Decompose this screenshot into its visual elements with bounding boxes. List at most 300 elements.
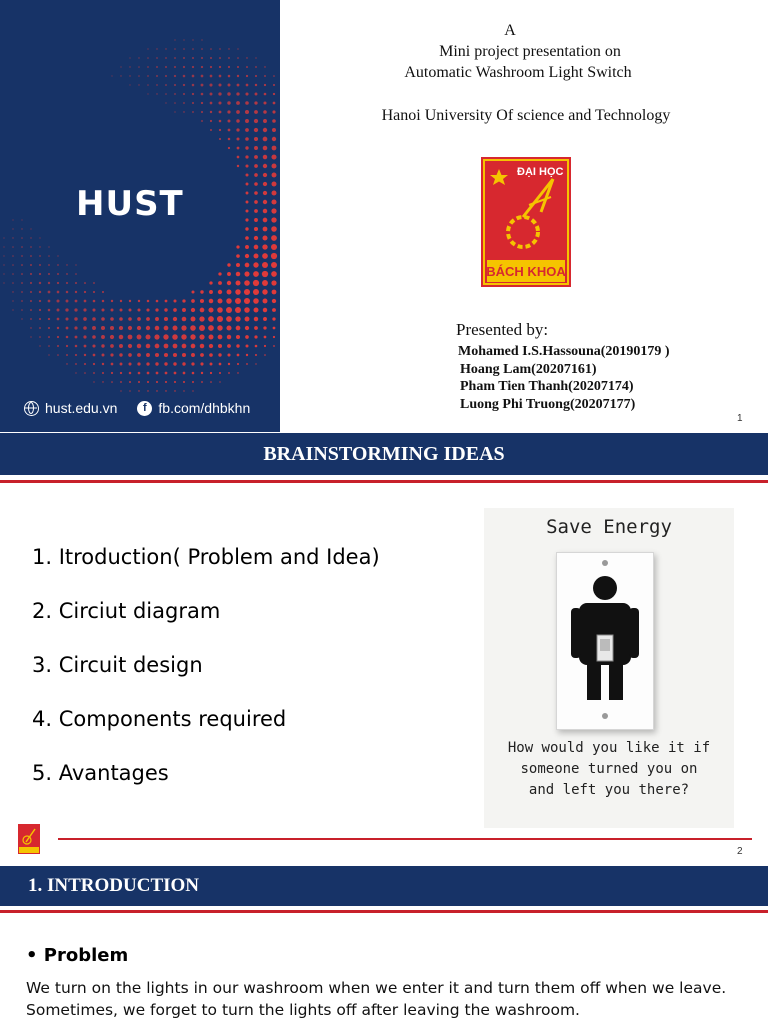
halftone-dot (57, 264, 59, 266)
halftone-dot (227, 101, 230, 104)
halftone-dot (39, 282, 41, 284)
halftone-dot (183, 111, 184, 112)
halftone-dot (174, 84, 176, 86)
halftone-dot (271, 280, 276, 285)
halftone-dot (263, 128, 267, 132)
halftone-dot (155, 317, 159, 321)
halftone-dot (219, 129, 221, 131)
halftone-dot (228, 147, 230, 149)
halftone-dot (210, 75, 213, 78)
halftone-dot (39, 327, 41, 329)
halftone-dot (271, 262, 277, 268)
halftone-dot (218, 83, 221, 86)
halftone-dot (75, 372, 76, 373)
halftone-dot (138, 66, 140, 68)
halftone-dot (201, 372, 203, 374)
halftone-dot (30, 228, 31, 229)
halftone-dot (254, 254, 259, 259)
halftone-dot (273, 102, 276, 105)
halftone-dot (192, 75, 195, 78)
halftone-dot (218, 101, 221, 104)
halftone-dot (21, 255, 23, 257)
halftone-dot (155, 308, 158, 311)
halftone-dot (201, 120, 203, 122)
halftone-dot (273, 345, 275, 347)
halftone-dot (255, 84, 257, 86)
halftone-dot (3, 282, 4, 283)
person-switch-icon (557, 553, 653, 729)
halftone-dot (147, 57, 149, 59)
halftone-dot (164, 344, 169, 349)
halftone-dot (174, 39, 175, 40)
halftone-dot (201, 102, 203, 104)
halftone-dot (272, 173, 277, 178)
halftone-dot (48, 354, 49, 355)
halftone-dot (228, 57, 230, 59)
halftone-dot (120, 66, 121, 67)
bach-khoa-emblem (481, 157, 571, 287)
halftone-dot (12, 228, 13, 229)
halftone-dot (236, 263, 240, 267)
halftone-dot (255, 345, 258, 348)
halftone-dot (138, 300, 140, 302)
halftone-dot (209, 83, 212, 86)
halftone-dot (101, 308, 104, 311)
halftone-dot (74, 317, 77, 320)
halftone-dot (48, 282, 50, 284)
halftone-dot (12, 246, 14, 248)
halftone-dot (165, 48, 166, 49)
halftone-dot (210, 363, 213, 366)
halftone-dot (237, 363, 239, 365)
halftone-dot (57, 255, 58, 256)
halftone-dot (48, 345, 50, 347)
halftone-dot (262, 244, 267, 249)
halftone-dot (75, 363, 77, 365)
halftone-dot (263, 182, 267, 186)
halftone-dot (138, 372, 141, 375)
halftone-dot (102, 381, 103, 382)
halftone-dot (65, 308, 68, 311)
halftone-dot (273, 327, 276, 330)
halftone-dot (272, 182, 277, 187)
halftone-dot (192, 84, 195, 87)
halftone-dot (101, 335, 105, 339)
halftone-dot (201, 75, 204, 78)
halftone-dot (39, 336, 41, 338)
halftone-dot (236, 326, 241, 331)
halftone-dot (101, 317, 105, 321)
halftone-dot (254, 110, 258, 114)
halftone-dot (253, 262, 258, 267)
contact-row (24, 400, 250, 416)
halftone-dot (128, 317, 132, 321)
halftone-dot (173, 299, 176, 302)
halftone-dot (165, 390, 166, 391)
halftone-dot (57, 282, 59, 284)
halftone-dot (237, 372, 238, 373)
facebook-link[interactable]: fb.com/dhbkhn (158, 400, 251, 416)
halftone-dot (174, 66, 176, 68)
halftone-dot (165, 300, 168, 303)
halftone-dot (264, 93, 267, 96)
halftone-dot (228, 138, 231, 141)
halftone-dot (210, 57, 212, 59)
halftone-dot (12, 291, 13, 292)
halftone-dot (254, 308, 259, 313)
halftone-dot (226, 307, 232, 313)
halftone-dot (21, 300, 23, 302)
poster-caption-line-3: and left you there? (528, 782, 690, 798)
halftone-dot (120, 300, 122, 302)
halftone-dot (219, 75, 222, 78)
halftone-dot (192, 66, 194, 68)
website-link[interactable]: hust.edu.vn (45, 400, 118, 416)
halftone-dot (66, 345, 68, 347)
halftone-dot (137, 362, 140, 365)
halftone-dot (74, 326, 77, 329)
halftone-dot (128, 362, 131, 365)
halftone-dot (245, 236, 249, 240)
halftone-dot (102, 300, 105, 303)
halftone-dot (66, 282, 68, 284)
halftone-dot (21, 282, 23, 284)
poster-caption (484, 738, 734, 801)
halftone-dot (255, 363, 256, 364)
halftone-dot (128, 335, 133, 340)
halftone-dot (235, 307, 241, 313)
halftone-dot (30, 246, 32, 248)
halftone-dot (210, 129, 212, 131)
halftone-dot (146, 335, 151, 340)
halftone-dot (30, 264, 32, 266)
halftone-dot (93, 363, 95, 365)
halftone-dot (227, 344, 231, 348)
halftone-dot (190, 334, 195, 339)
halftone-dot (263, 326, 266, 329)
halftone-dot (146, 362, 149, 365)
halftone-dot (75, 264, 76, 265)
halftone-dot (56, 299, 59, 302)
halftone-dot (65, 317, 68, 320)
halftone-dot (219, 57, 221, 59)
halftone-dot (138, 390, 139, 391)
halftone-dot (182, 362, 185, 365)
halftone-dot (227, 290, 232, 295)
halftone-dot (246, 354, 248, 356)
halftone-dot (174, 102, 176, 104)
halftone-dot (156, 390, 157, 391)
halftone-dot (236, 128, 239, 131)
halftone-dot (174, 111, 175, 112)
globe-icon (24, 401, 39, 416)
halftone-dot (129, 84, 130, 85)
halftone-dot (192, 102, 194, 104)
halftone-dot (30, 282, 32, 284)
halftone-dot (164, 317, 168, 321)
halftone-dot (156, 381, 158, 383)
halftone-dot (156, 300, 159, 303)
halftone-dot (174, 57, 176, 59)
halftone-dot (164, 353, 168, 357)
halftone-dot (129, 381, 131, 383)
halftone-dot (92, 308, 95, 311)
halftone-dot (182, 308, 186, 312)
halftone-dot (254, 119, 258, 123)
halftone-dot (30, 336, 31, 337)
halftone-dot (165, 102, 166, 103)
halftone-dot (39, 309, 41, 311)
halftone-dot (39, 291, 41, 293)
halftone-dot (201, 57, 203, 59)
halftone-dot (183, 102, 185, 104)
halftone-dot (30, 255, 32, 257)
halftone-dot (102, 291, 104, 293)
agenda-item-2: 2. Circiut diagram (32, 599, 221, 623)
halftone-dot (254, 146, 258, 150)
halftone-dot (39, 246, 40, 247)
halftone-dot (201, 66, 203, 68)
halftone-dot (253, 289, 259, 295)
halftone-dot (246, 75, 248, 77)
halftone-dot (39, 273, 41, 275)
halftone-dot (146, 326, 150, 330)
halftone-dot (120, 363, 123, 366)
halftone-dot (21, 291, 23, 293)
halftone-dot (272, 317, 275, 320)
halftone-dot (48, 300, 51, 303)
halftone-dot (272, 146, 277, 151)
halftone-dot (84, 372, 86, 374)
halftone-dot (254, 218, 258, 222)
halftone-dot (191, 362, 194, 365)
title-line-subtitle: Mini project presentation on (439, 43, 621, 60)
halftone-dot (273, 75, 275, 77)
title-line-a: A (504, 22, 516, 39)
halftone-dot (228, 84, 231, 87)
halftone-dot (228, 75, 231, 78)
halftone-dot (219, 66, 221, 68)
halftone-dot (21, 228, 22, 229)
halftone-dot (137, 308, 140, 311)
halftone-dot (192, 390, 193, 391)
halftone-dot (210, 372, 212, 374)
halftone-dot (237, 354, 240, 357)
halftone-dot (254, 236, 258, 240)
halftone-dot (262, 235, 267, 240)
halftone-dot (174, 93, 176, 95)
halftone-dot (75, 345, 78, 348)
halftone-dot (235, 316, 240, 321)
halftone-dot (48, 309, 51, 312)
halftone-dot (192, 39, 193, 40)
halftone-dot (66, 273, 68, 275)
halftone-dot (155, 362, 158, 365)
halftone-dot (165, 381, 167, 383)
halftone-dot (57, 318, 60, 321)
halftone-dot (129, 300, 131, 302)
halftone-dot (48, 336, 50, 338)
halftone-dot (244, 271, 249, 276)
halftone-dot (245, 209, 248, 212)
halftone-dot (165, 84, 167, 86)
halftone-dot (271, 190, 276, 195)
halftone-dot (83, 326, 87, 330)
halftone-dot (245, 245, 249, 249)
halftone-dot (183, 75, 186, 78)
halftone-dot (228, 363, 230, 365)
halftone-dot (245, 155, 248, 158)
halftone-dot (174, 75, 176, 77)
halftone-dot (39, 255, 41, 257)
halftone-dot (226, 325, 231, 330)
halftone-dot (255, 66, 257, 68)
halftone-dot (119, 344, 123, 348)
halftone-dot (3, 237, 4, 238)
halftone-dot (147, 372, 150, 375)
halftone-dot (173, 317, 177, 321)
halftone-dot (192, 381, 194, 383)
halftone-dot (183, 381, 185, 383)
halftone-dot (237, 48, 238, 49)
halftone-dot (236, 254, 240, 258)
halftone-dot (111, 300, 113, 302)
emblem-top-text: ĐẠI HỌC (517, 166, 564, 178)
halftone-dot (254, 173, 258, 177)
halftone-dot (92, 326, 96, 330)
halftone-dot (245, 128, 249, 132)
halftone-dot (30, 273, 32, 275)
halftone-dot (183, 57, 185, 59)
halftone-dot (120, 309, 123, 312)
halftone-dot (92, 335, 96, 339)
halftone-dot (164, 308, 167, 311)
halftone-dot (110, 317, 114, 321)
halftone-dot (102, 354, 105, 357)
halftone-dot (75, 273, 77, 275)
halftone-dot (84, 363, 86, 365)
halftone-dot (263, 164, 267, 168)
halftone-dot (129, 57, 130, 58)
halftone-dot (244, 289, 250, 295)
halftone-dot (191, 299, 195, 303)
halftone-dot (218, 344, 222, 348)
halftone-dot (271, 163, 276, 168)
halftone-dot (273, 336, 275, 338)
halftone-dot (48, 318, 50, 320)
halftone-dot (111, 309, 114, 312)
halftone-dot (120, 75, 121, 76)
halftone-dot (200, 344, 205, 349)
halftone-dot (228, 129, 231, 132)
halftone-dot (128, 353, 132, 357)
halftone-dot (254, 326, 258, 330)
halftone-dot (245, 110, 249, 114)
halftone-dot (226, 298, 232, 304)
halftone-dot (227, 263, 230, 266)
slide-2-red-rule (0, 480, 768, 483)
halftone-dot (12, 255, 14, 257)
halftone-dot (228, 48, 229, 49)
member-1: Mohamed I.S.Hassouna(20190179 ) (458, 344, 670, 359)
halftone-dot (174, 48, 176, 50)
halftone-dot (111, 372, 113, 374)
halftone-dot (254, 137, 258, 141)
halftone-dot (181, 325, 186, 330)
halftone-dot (57, 336, 59, 338)
halftone-dot (57, 309, 60, 312)
halftone-dot (165, 372, 168, 375)
halftone-dot (200, 299, 204, 303)
halftone-dot (226, 316, 232, 322)
poster-caption-line-1: How would you like it if (507, 740, 711, 756)
halftone-dot (236, 245, 239, 248)
halftone-dot (3, 264, 4, 265)
halftone-dot (147, 84, 149, 86)
halftone-dot (208, 316, 214, 322)
halftone-dot (219, 120, 222, 123)
halftone-dot (66, 336, 69, 339)
halftone-dot (84, 282, 86, 284)
halftone-dot (227, 110, 230, 113)
member-3: Pham Tien Thanh(20207174) (460, 379, 634, 394)
agenda-item-1: 1. Itroduction( Problem and Idea) (32, 545, 380, 569)
halftone-dot (39, 264, 41, 266)
halftone-dot (111, 363, 114, 366)
halftone-dot (272, 299, 276, 303)
halftone-dot (138, 75, 140, 77)
halftone-dot (200, 353, 204, 357)
halftone-dot (244, 280, 250, 286)
halftone-dot (263, 218, 268, 223)
halftone-dot (57, 354, 59, 356)
halftone-dot (200, 308, 205, 313)
halftone-dot (271, 271, 277, 277)
halftone-dot (21, 237, 23, 239)
halftone-dot (110, 335, 114, 339)
halftone-dot (245, 164, 248, 167)
halftone-dot (263, 191, 267, 195)
halftone-dot (217, 307, 223, 313)
halftone-dot (66, 327, 69, 330)
halftone-dot (137, 326, 141, 330)
halftone-dot (110, 344, 114, 348)
halftone-dot (156, 66, 158, 68)
halftone-dot (66, 264, 67, 265)
halftone-dot (192, 111, 194, 113)
halftone-dot (236, 110, 240, 114)
halftone-dot (75, 354, 77, 356)
halftone-dot (119, 317, 123, 321)
halftone-dot (66, 363, 67, 364)
member-2: Hoang Lam(20207161) (460, 362, 597, 377)
halftone-dot (210, 120, 212, 122)
halftone-dot (75, 300, 78, 303)
halftone-dot (182, 353, 186, 357)
halftone-dot (237, 84, 240, 87)
halftone-dot (219, 48, 220, 49)
halftone-dot (209, 299, 214, 304)
halftone-dot (75, 291, 77, 293)
halftone-dot (263, 317, 267, 321)
halftone-dot (218, 335, 223, 340)
halftone-dot (154, 334, 159, 339)
halftone-dot (271, 154, 276, 159)
halftone-dot (219, 372, 221, 374)
slide-3-title-bar: 1. INTRODUCTION (0, 866, 768, 906)
halftone-dot (84, 354, 86, 356)
halftone-dot (263, 308, 267, 312)
